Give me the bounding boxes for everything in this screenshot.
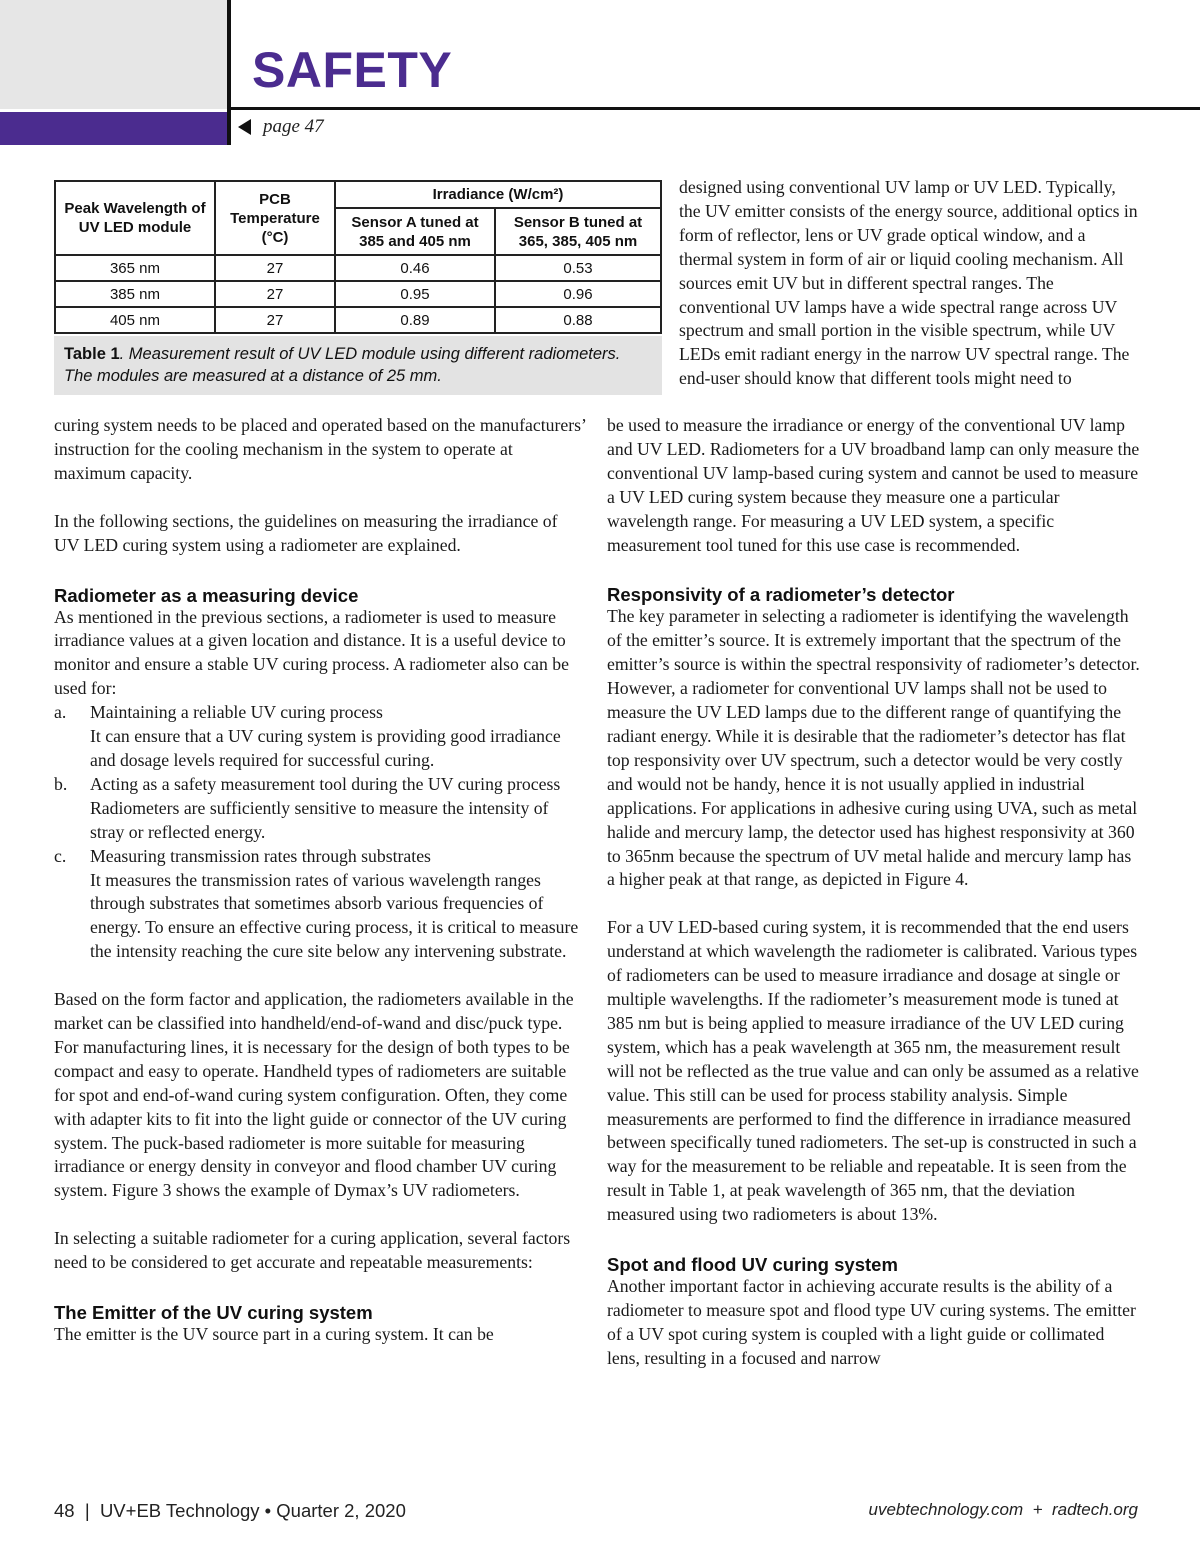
paragraph: In the following sections, the guidelines on measuring the irradiance of UV LED curing system using a radiometer are explained. [54,510,558,555]
col-header-sensor-a: Sensor A tuned at 385 and 405 nm [335,208,495,255]
list-item-desc: It measures the transmission rates of various wavelength ranges through substrates that sometimes absorb various frequencies of energy. To ensure an effective curing process, it is critical to measure the intensity reaching the cure site below any intervening substrate. [90,869,579,962]
list-marker: c. [54,845,67,866]
section-heading: Responsivity of a radiometer’s detector [607,584,955,606]
right-column-top [679,176,1141,391]
measurement-table [54,180,662,334]
paragraph: The key parameter in selecting a radiometer is identifying the wavelength of the emitter’s source. It is extremely important that the spectrum of the emitter’s source is within the spectral responsivity of radiometer’s detector. However, a radiometer for conventional UV lamps shall not be used to measure the UV LED lamps due to the different range of quantifying the radiant energy. While it is desirable that the radiometer’s detector has flat top responsivity over UV spectrum, such a detector would be very costly and would not be handy, hence it is not usually applied in industrial applications. For applications in adhesive curing using UVA, such as metal halide and mercury lamp, the detector used has highest responsivity at 360 to 365nm because the spectrum of UV metal halide and mercury lamp has a higher peak at that range, as depicted in Figure 4. [607,606,1140,890]
table-1 [54,180,662,395]
list-item [54,845,586,965]
page-reference-label: page 47 [263,116,324,137]
list-item-title: Maintaining a reliable UV curing process [90,702,383,723]
col-header-temperature: PCB Temperature (°C) [215,181,335,255]
list-marker: a. [54,702,67,723]
back-arrow-icon [238,119,251,135]
paragraph: As mentioned in the previous sections, a radiometer is used to measure irradiance values at a given location and distance. It is a useful device to monitor and ensure a stable UV curing process. A radiometer also can be used for: [54,606,569,699]
paragraph: be used to measure the irradiance or energy of the conventional UV lamp and UV LED. Radiometers for a UV broadband lamp can only measure the conventional UV lamp-based curing system and cannot be used to measure a UV LED curing system because they measure one a particular wavelength range. For measuring a UV LED system, a specific measurement tool tuned for this use case is recommended. [607,415,1140,555]
header-vertical-rule [227,0,231,145]
cell-temperature: 27 [215,255,335,281]
cell-temperature: 27 [215,281,335,307]
header-purple-bar [0,112,227,145]
list-item [54,773,586,845]
cell-sensor-a: 0.89 [335,307,495,333]
paragraph: Another important factor in achieving accurate results is the ability of a radiometer to measure spot and flood type UV curing systems. The emitter of a UV spot curing system is coupled with a light guide or collimated lens, resulting in a focused and narrow [607,1276,1136,1368]
table-row [55,255,661,281]
list-item [54,701,586,773]
cell-sensor-b: 0.53 [495,255,661,281]
section-heading: Radiometer as a measuring device [54,584,359,606]
cell-sensor-b: 0.88 [495,307,661,333]
paragraph: Based on the form factor and application, the radiometers available in the market can be classified into handheld/end-of-wand and disc/puck type. For manufacturing lines, it is necessary for the design of both types to be compact and easy to operate. Handheld types of radiometers are suitable for spot and end-of-wand curing system configuration. Often, they come with adapter kits to fit into the light guide or connector of the UV curing system. The puck-based radiometer is more suitable for measuring irradiance or energy density in conveyor and flood chamber UV curing system. Figure 3 shows the example of Dymax’s UV radiometers. [54,989,574,1201]
col-header-sensor-b: Sensor B tuned at 365, 385, 405 nm [495,208,661,255]
footer-websites[interactable]: uvebtechnology.com + radtech.org [868,1500,1138,1519]
cell-wavelength: 385 nm [55,281,215,307]
footer-publication: 48 | UV+EB Technology • Quarter 2, 2020 [54,1500,406,1521]
paragraph: curing system needs to be placed and operated based on the manufacturers’ instruction for the cooling mechanism in the system to operate at maximum capacity. [54,415,586,483]
paragraph: For a UV LED-based curing system, it is recommended that the end users understand at which wavelength the radiometer is calibrated. Various types of radiometers can be used to measure irradiance and dosage at single or multiple wavelengths. If the radiometer’s measurement mode is tuned at 385 nm but is being applied to measure irradiance of the UV LED curing system, which has a peak wavelength at 365 nm, the measurement result will not be reflected as the true value and can only be assumed as a relative value. This still can be used for process stability analysis. Simple measurements are performed to find the difference in irradiance measured between specifically tuned radiometers. The set-up is constructed in such a way for the measurement to be reliable and repeatable. It is seen from the result in Table 1, at peak wavelength of 365 nm, that the deviation measured using two radiometers is about 13%. [607,917,1139,1225]
left-column [54,414,586,1347]
list-item-desc: Radiometers are sufficiently sensitive to measure the intensity of stray or reflected energy. [90,797,549,842]
section-heading: The Emitter of the UV curing system [54,1302,373,1324]
paragraph: In selecting a suitable radiometer for a curing application, several factors need to be considered to get accurate and repeatable measurements: [54,1228,571,1273]
header-horizontal-rule [227,107,1200,110]
cell-temperature: 27 [215,307,335,333]
table-row [55,307,661,333]
cell-sensor-b: 0.96 [495,281,661,307]
caption-label: Table 1 [64,345,120,363]
table-row [55,281,661,307]
section-heading: Spot and flood UV curing system [607,1254,898,1276]
paragraph: The emitter is the UV source part in a curing system. It can be [54,1324,494,1345]
col-header-irradiance: Irradiance (W/cm²) [335,181,661,208]
cell-wavelength: 405 nm [55,307,215,333]
cell-sensor-a: 0.95 [335,281,495,307]
list-marker: b. [54,773,68,794]
paragraph: designed using conventional UV lamp or UV LED. Typically, the UV emitter consists of the energy source, additional optics in form of reflector, lens or UV grade optical window, and a thermal system in form of air or liquid cooling mechanism. All sources emit UV but in different spectral ranges. The conventional UV lamps have a wide spectral range across UV spectrum and small portion in the visible spectrum, while UV LEDs emit radiant energy in the narrow UV spectral range. The end-user should know that different tools might need to [679,177,1138,389]
list-item-title: Measuring transmission rates through substrates [90,845,431,866]
section-title: SAFETY [252,42,453,98]
cell-sensor-a: 0.46 [335,255,495,281]
page-reference[interactable] [238,116,324,138]
list-item-desc: It can ensure that a UV curing system is providing good irradiance and dosage levels required for successful curing. [90,726,561,770]
col-header-wavelength: Peak Wavelength of UV LED module [55,181,215,255]
right-column [607,414,1141,1371]
cell-wavelength: 365 nm [55,255,215,281]
list-item-title: Acting as a safety measurement tool during the UV curing process [90,773,561,794]
header-gray-block [0,0,227,109]
caption-text: . Measurement result of UV LED module using different radiometers. The modules are measured at a distance of 25 mm. [64,345,621,385]
table-caption [54,336,662,395]
